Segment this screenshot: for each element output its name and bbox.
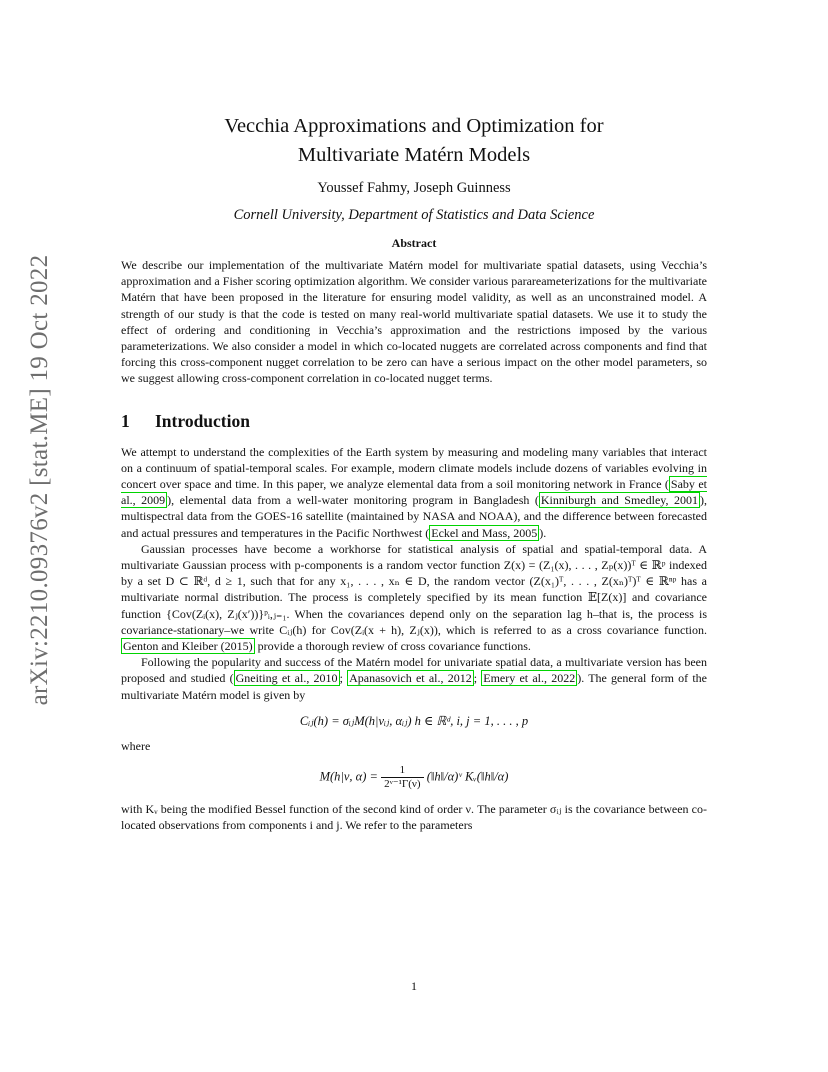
where-text: where (121, 738, 151, 753)
eq2-lhs: M(h|ν, α) = (319, 769, 378, 784)
intro-paragraph-1 (121, 444, 707, 541)
eq2-fraction (381, 764, 424, 791)
citation-link-gneiting[interactable]: Gneiting et al., 2010 (235, 671, 338, 686)
citation-link-eckel[interactable]: Eckel and Mass, 2005 (431, 525, 538, 540)
p3-separator-1: ; (339, 671, 348, 686)
p3-text-b: ). The general form of the multivariate Matérn model is given by (121, 671, 707, 702)
citation-link-apanasovich[interactable]: Apanasovich et al., 2012 (349, 671, 472, 686)
p2-text-a: Gaussian processes have become a workhorse for statistical analysis of spatial and spatial-temporal data. A multivariate Gaussian process with p-components is a random vector function Z(x) = (Z₁(x), . . . , Zₚ(x))ᵀ ∈ ℝᵖ indexed by a set D ⊂ ℝᵈ, d ≥ 1, such that for any x₁, . . . , xₙ ∈ D, the random vector (Z(x₁)ᵀ, . . . , Z(xₙ)ᵀ)ᵀ ∈ ℝⁿᵖ has a multivariate normal distribution. The process is completely specified by its mean function 𝔼[Z(x)] and covariance function {Cov(Zᵢ(x), Zⱼ(x′))}ᵖᵢ,ⱼ₌₁. When the covariances depend only on the separation lag h–that is, the process is covariance-stationary–we write Cᵢⱼ(h) for Cov(Zᵢ(x + h), Zⱼ(x)), which is referred to as a cross covariance function. (121, 541, 707, 637)
section-heading-introduction (121, 411, 707, 432)
paper-title (121, 112, 707, 170)
citation-link-emery[interactable]: Emery et al., 2022 (483, 671, 576, 686)
equation-matern (121, 764, 707, 791)
section-number: 1 (121, 410, 130, 431)
p1-text-c: ), multispectral data from the GOES-16 satellite (maintained by NASA and NOAA), and the difference between forecasted and actual pressures and temperatures in the Pacific Northwest ( (121, 493, 707, 540)
equation-cross-covariance: Cᵢⱼ(h) = σᵢⱼM(h|νᵢⱼ, αᵢⱼ) h ∈ ℝᵈ, i, j = 1, . . . , p (299, 713, 529, 728)
eq2-denominator: 2ᵛ⁻¹Γ(ν) (381, 777, 424, 791)
p3-separator-2: ; (473, 671, 482, 686)
abstract-text: We describe our implementation of the multivariate Matérn model for multivariate spatial datasets, using Vecchia’s approximation and a Fisher scoring optimization algorithm. We consider various parareameterizations for the multivariate Matérn that have been proposed in the literature for ensuring model validity, as well as an unconstrained model. A strength of our study is that the code is tested on many real-world multivariate spatial datasets. We use it to study the effect of ordering and conditioning in Vecchia’s approximation and the restrictions imposed by the various parameterizations. We also consider a model in which co-located nuggets are correlated across components and find that forcing this cross-component nugget correlation to be zero can have a serious impact on the other model parameters, so we suggest allowing cross-component correlation in co-located nugget terms. (121, 258, 707, 386)
arxiv-identifier-text: arXiv:2210.09376v2 [stat.ME] 19 Oct 2022 (26, 254, 53, 706)
arxiv-identifier-stamp (18, 254, 62, 706)
p1-text-d: ). (539, 525, 547, 540)
authors: Youssef Fahmy, Joseph Guinness (317, 180, 511, 196)
citation-link-saby[interactable]: Saby et al., 2009 (121, 477, 707, 508)
p1-text-b: ), elemental data from a well-water monitoring program in Bangladesh ( (167, 493, 539, 508)
eq2-numerator: 1 (399, 763, 406, 776)
eq2-rhs: (‖h‖/α)ᵛ Kᵥ(‖h‖/α) (426, 769, 509, 784)
paper-page (121, 112, 707, 833)
abstract-heading: Abstract (391, 236, 437, 250)
intro-paragraph-2 (121, 541, 707, 654)
affiliation: Cornell University, Department of Statistics and Data Science (233, 207, 595, 223)
title-line-2: Multivariate Matérn Models (297, 144, 531, 166)
citation-link-kinniburgh[interactable]: Kinniburgh and Smedley, 2001 (540, 493, 698, 508)
title-line-1: Vecchia Approximations and Optimization for (224, 115, 604, 137)
intro-paragraph-4: with Kᵥ being the modified Bessel function of the second kind of order ν. The parameter σᵢⱼ is the covariance between co-located observations from components i and j. We refer to the parameters (121, 801, 707, 833)
p2-text-b: provide a thorough review of cross covariance functions. (254, 639, 531, 654)
p1-text-a: We attempt to understand the complexities of the Earth system by measuring and modeling many variables that interact on a continuum of spatial-temporal scales. For example, modern climate models include dozens of variables evolving in concert over space and time. In this paper, we analyze elemental data from a soil monitoring network in France ( (121, 444, 707, 492)
section-title: Introduction (155, 410, 250, 431)
citation-link-genton[interactable]: Genton and Kleiber (2015) (123, 639, 253, 654)
page-number: 1 (411, 979, 417, 993)
p3-text-a: Following the popularity and success of the Matérn model for univariate spatial data, a multivariate version has been proposed and studied ( (121, 655, 707, 686)
intro-paragraph-3 (121, 654, 707, 703)
